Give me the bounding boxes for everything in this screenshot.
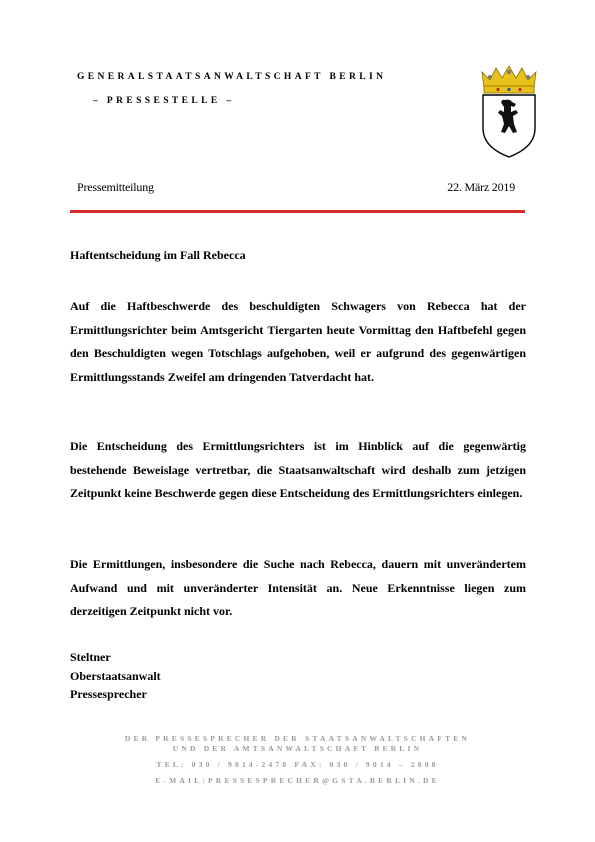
- signature-role: Pressesprecher: [70, 687, 147, 701]
- paragraph: Auf die Haftbeschwerde des beschuldigten Schwagers von Rebecca hat der Ermittlungsrichter beim Amtsgericht Tiergarten heute Vormittag den Haftbefehl gegen den Beschuldigten wegen Totschlags aufgehoben, weil er aufgrund des gegenwärtigen Ermittlungsstands Zweifel am dringenden Tatverdacht hat.: [70, 299, 526, 384]
- footer-line: UND DER AMTSANWALTSCHAFT BERLIN: [172, 744, 423, 753]
- org-name: GENERALSTAATSANWALTSCHAFT BERLIN: [77, 72, 387, 82]
- department-name: – PRESSESTELLE –: [93, 96, 235, 106]
- signature-title: Oberstaatsanwalt: [70, 668, 161, 683]
- header-divider: [70, 210, 525, 213]
- paragraph: Die Ermittlungen, insbesondere die Suche nach Rebecca, dauern mit unverändertem Aufwand und mit unveränderter Intensität an. Neue Erkenntnisse liegen zum derzeitigen Zeitpunkt nicht vor.: [70, 557, 526, 618]
- footer: [80, 734, 515, 786]
- crown-icon: [482, 66, 536, 93]
- paragraph: Die Entscheidung des Ermittlungsrichters ist im Hinblick auf die gegenwärtig bestehende Beweislage vertretbar, die Staatsanwaltschaft wird deshalb zum jetzigen Zeitpunkt keine Beschwerde gegen diese Entscheidung des Ermittlungsrichters einlegen.: [70, 439, 526, 500]
- signature-name: Steltner: [70, 650, 111, 664]
- signature-block: [70, 648, 161, 704]
- footer-line: DER PRESSESPRECHER DER STAATSANWALTSCHAFTEN: [124, 734, 471, 743]
- footer-email: E-MAIL:PRESSESPRECHER@GSTA.BERLIN.DE: [155, 776, 440, 785]
- document-type: Pressemitteilung: [77, 180, 154, 194]
- document-date: 22. März 2019: [447, 180, 515, 194]
- page-title: Haftentscheidung im Fall Rebecca: [70, 248, 246, 262]
- berlin-bear-crest-icon: [478, 66, 540, 158]
- footer-phone: TEL: 030 / 9014-2470 FAX: 030 / 9014 – 2008: [156, 760, 439, 769]
